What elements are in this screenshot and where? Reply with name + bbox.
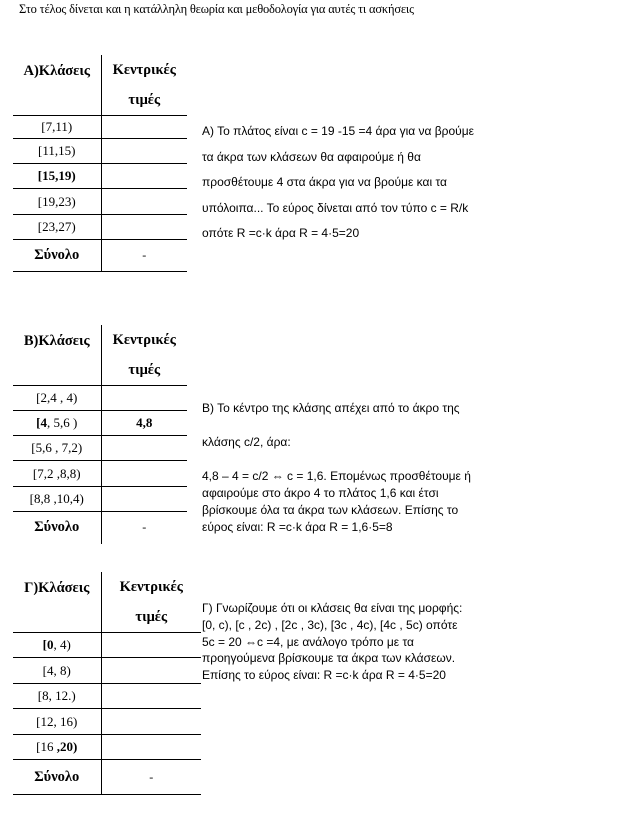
table-header: [13, 572, 201, 633]
class-cell: [15,19): [13, 164, 101, 189]
class-cell: [5,6 , 7,2): [13, 436, 101, 461]
total-value: -: [101, 240, 187, 272]
center-value-cell: [101, 386, 187, 411]
explanation-a: [202, 119, 474, 247]
explanation-line: [0, c), [c , 2c) , [2c , 3c), [3c , 4c), [4c , 5c) οπότε: [202, 617, 458, 632]
class-bold-part: ,20): [56, 739, 78, 754]
header-center-line2: τιμές: [135, 609, 168, 625]
class-cell: [8, 12.): [13, 684, 101, 709]
header-classes: Γ)Κλάσεις: [13, 572, 101, 633]
table-row: [13, 411, 187, 436]
explanation-line: [202, 417, 471, 434]
table-row: [13, 709, 201, 735]
class-bold-part: [0: [42, 637, 54, 652]
header-classes: Β)Κλάσεις: [13, 325, 101, 386]
center-value-cell: [101, 633, 201, 658]
table-row: [13, 684, 201, 709]
explanation-line: Γ) Γνωρίζουμε ότι οι κλάσεις θα είναι της μορφής:: [202, 601, 463, 615]
center-value-cell: [101, 215, 187, 240]
total-label: Σύνολο: [13, 760, 101, 795]
center-value-cell: [101, 139, 187, 164]
header-center-line1: Κεντρικές: [112, 332, 176, 348]
class-cell: [2,4 , 4): [13, 386, 101, 411]
center-value-cell: [101, 709, 201, 735]
explanation-c: [202, 600, 462, 684]
class-cell: [23,27): [13, 215, 101, 240]
class-bold-part: [4: [36, 415, 47, 430]
class-plain-part: [16: [36, 739, 57, 754]
total-value: -: [101, 760, 201, 795]
explanation-line: κλάσης c/2, άρα:: [202, 435, 291, 449]
center-value-cell: [101, 658, 201, 684]
table-total-row: [13, 512, 187, 544]
table-row: [13, 735, 201, 760]
center-value-cell: [101, 487, 187, 512]
center-value-cell: [101, 164, 187, 189]
total-value: -: [101, 512, 187, 544]
center-value-cell: [101, 116, 187, 139]
explanation-line: Επίσης το εύρος είναι: R =c·k άρα R = 4·5=20: [202, 668, 446, 683]
table-row: [13, 658, 201, 684]
header-center-line2: τιμές: [128, 362, 161, 378]
center-value-cell: [101, 461, 187, 487]
class-cell: [8,8 ,10,4): [13, 487, 101, 512]
explanation-line: προηγούμενα βρίσκουμε τα άκρα των κλάσεων.: [202, 651, 456, 666]
table-row: [13, 116, 187, 139]
explanation-line: Β) Το κέντρο της κλάσης απέχει από το άκρο της: [202, 401, 460, 415]
center-value-cell: [101, 684, 201, 709]
header-center-values: [101, 572, 201, 633]
table-row: [13, 164, 187, 189]
class-cell: [13, 411, 101, 436]
center-value-cell: [101, 436, 187, 461]
explanation-line: υπόλοιπα... Το εύρος δίνεται από τον τύπο c = R/k: [202, 200, 469, 215]
table-row: [13, 386, 187, 411]
header-center-values: [101, 325, 187, 386]
explanation-line: Α) Το πλάτος είναι c = 19 -15 =4 άρα για να βρούμε: [202, 124, 475, 138]
class-cell: [13, 633, 101, 658]
class-cell: [7,2 ,8,8): [13, 461, 101, 487]
intro-text: Στο τέλος δίνεται και η κατάλληλη θεωρία και μεθοδολογία για αυτές τι ασκήσεις: [19, 2, 414, 16]
class-rest-part: , 4): [53, 637, 71, 652]
table-row: [13, 215, 187, 240]
explanation-line: εύρος είναι: R =c·k άρα R = 1,6·5=8: [202, 520, 393, 534]
total-label: Σύνολο: [13, 512, 101, 544]
class-cell: [4, 8): [13, 658, 101, 684]
table-header: [13, 325, 187, 386]
table-row: [13, 189, 187, 215]
class-cell: [11,15): [13, 139, 101, 164]
table-b: [13, 325, 187, 544]
explanation-line: [202, 451, 471, 468]
explanation-line: 5c = 20 ⇔c =4, με ανάλογο τρόπο με τα: [202, 634, 414, 649]
class-cell: [7,11): [13, 116, 101, 139]
explanation-b: [202, 400, 471, 536]
table-total-row: [13, 760, 201, 795]
explanation-line: προσθέτουμε 4 στα άκρα για να βρούμε και τα: [202, 175, 447, 189]
table-total-row: [13, 240, 187, 272]
table-c: [13, 572, 201, 795]
explanation-line: οπότε R =c·k άρα R = 4·5=20: [202, 226, 360, 240]
table-a: [13, 55, 187, 272]
header-classes: Α)Κλάσεις: [13, 55, 101, 116]
header-center-line1: Κεντρικές: [112, 62, 176, 78]
table-row: [13, 633, 201, 658]
table-row: [13, 487, 187, 512]
explanation-line: αφαιρούμε στο άκρο 4 το πλάτος 1,6 και έτσι: [202, 486, 439, 500]
class-cell: [12, 16): [13, 709, 101, 735]
total-label: Σύνολο: [13, 240, 101, 272]
table-row: [13, 139, 187, 164]
center-value-cell: [101, 189, 187, 215]
table-header: [13, 55, 187, 116]
table-row: [13, 461, 187, 487]
explanation-line: τα άκρα των κλάσεων θα αφαιρούμε ή θα: [202, 149, 421, 164]
header-center-line2: τιμές: [128, 92, 161, 108]
header-center-values: [101, 55, 187, 116]
class-cell: [19,23): [13, 189, 101, 215]
header-center-line1: Κεντρικές: [119, 579, 183, 595]
class-rest-part: , 5,6 ): [47, 415, 78, 430]
center-value-cell: 4,8: [101, 411, 187, 436]
class-cell: [13, 735, 101, 760]
table-row: [13, 436, 187, 461]
explanation-line: βρίσκουμε όλα τα άκρα των κλάσεων. Επίσης το: [202, 503, 459, 517]
center-value-cell: [101, 735, 201, 760]
explanation-line: 4,8 – 4 = c/2 ⇔ c = 1,6. Επομένως προσθέτουμε ή: [202, 469, 471, 483]
